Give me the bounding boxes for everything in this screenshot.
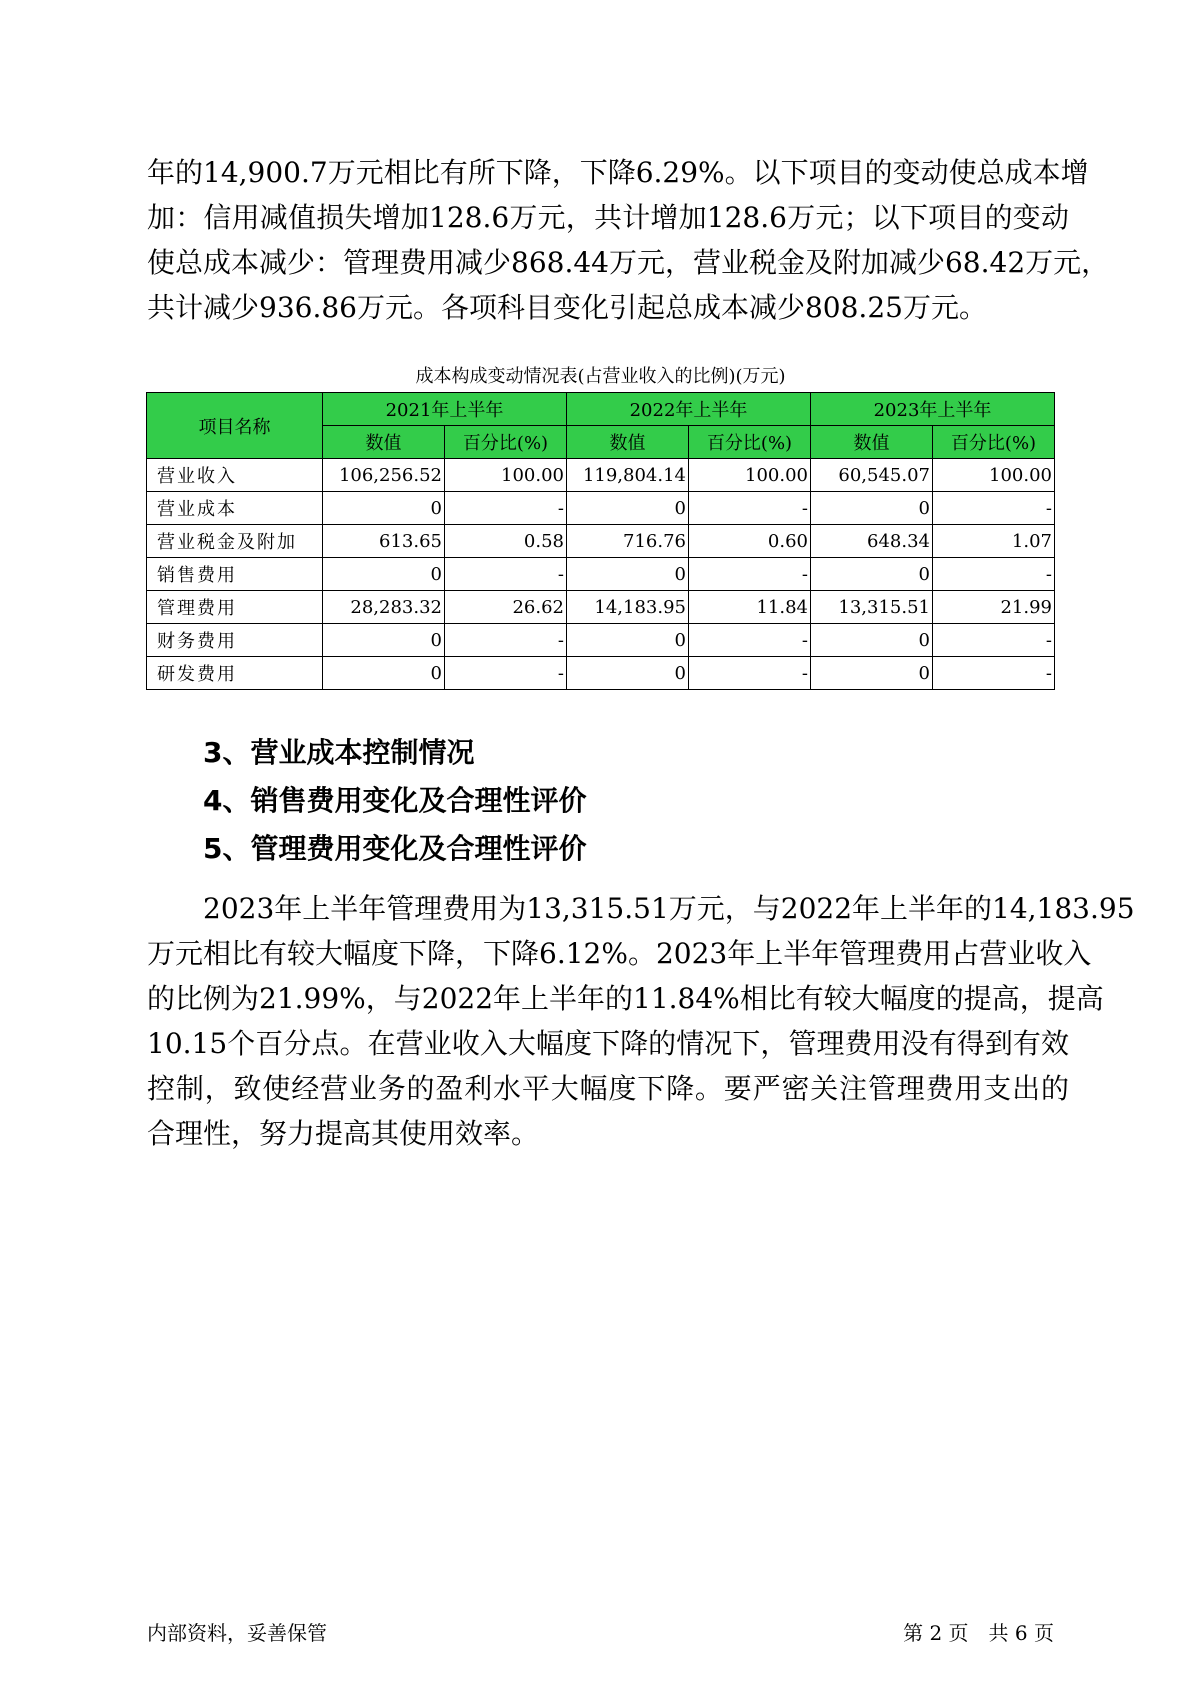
admin-expense-paragraph <box>147 886 1135 1156</box>
row-name: 管理费用 <box>147 591 323 624</box>
paragraph-line: 万元相比有较大幅度下降，下降6.12%。2023年上半年管理费用占营业收入 <box>147 937 1092 970</box>
table-row <box>147 657 1055 690</box>
cell-value: 0 <box>323 558 445 591</box>
percent-header: 百分比(%) <box>933 426 1055 459</box>
table-row <box>147 492 1055 525</box>
cell-percent: 21.99 <box>933 591 1055 624</box>
cell-percent: 0.60 <box>689 525 811 558</box>
footer-page-number: 第 2 页 共 6 页 <box>903 1621 1054 1645</box>
cell-value: 0 <box>567 558 689 591</box>
period-header-2023: 2023年上半年 <box>811 393 1055 426</box>
cell-percent: 100.00 <box>689 459 811 492</box>
cell-value: 0 <box>567 492 689 525</box>
paragraph-line: 的比例为21.99%，与2022年上半年的11.84%相比有较大幅度的提高，提高 <box>147 982 1104 1015</box>
cell-value: 106,256.52 <box>323 459 445 492</box>
cell-value: 613.65 <box>323 525 445 558</box>
paragraph-line: 加：信用减值损失增加128.6万元，共计增加128.6万元；以下项目的变动 <box>147 201 1069 234</box>
cell-value: 0 <box>323 492 445 525</box>
cost-structure-table <box>146 392 1055 690</box>
cell-percent: 0.58 <box>445 525 567 558</box>
cell-percent: - <box>689 624 811 657</box>
paragraph-line: 控制，致使经营业务的盈利水平大幅度下降。要严密关注管理费用支出的 <box>147 1072 1069 1105</box>
cell-percent: 26.62 <box>445 591 567 624</box>
item-name-header: 项目名称 <box>147 393 323 459</box>
cell-percent: 11.84 <box>689 591 811 624</box>
cell-value: 648.34 <box>811 525 933 558</box>
paragraph-line: 年的14,900.7万元相比有所下降，下降6.29%。以下项目的变动使总成本增 <box>147 156 1089 189</box>
cell-value: 716.76 <box>567 525 689 558</box>
percent-header: 百分比(%) <box>689 426 811 459</box>
percent-header: 百分比(%) <box>445 426 567 459</box>
period-header-2021: 2021年上半年 <box>323 393 567 426</box>
cost-summary-paragraph <box>147 150 1110 330</box>
cell-percent: 100.00 <box>445 459 567 492</box>
cell-value: 119,804.14 <box>567 459 689 492</box>
cell-percent: - <box>689 492 811 525</box>
table-row <box>147 558 1055 591</box>
row-name: 营业成本 <box>147 492 323 525</box>
cell-value: 0 <box>811 657 933 690</box>
section-heading-sales-expense: 4、销售费用变化及合理性评价 <box>203 784 587 817</box>
table-row <box>147 525 1055 558</box>
row-name: 营业税金及附加 <box>147 525 323 558</box>
row-name: 营业收入 <box>147 459 323 492</box>
cell-value: 0 <box>567 624 689 657</box>
cell-percent: - <box>445 558 567 591</box>
cell-value: 0 <box>811 558 933 591</box>
cell-percent: - <box>933 558 1055 591</box>
table-row <box>147 459 1055 492</box>
table-caption: 成本构成变动情况表(占营业收入的比例)(万元) <box>415 366 786 387</box>
cell-value: 0 <box>323 657 445 690</box>
cell-value: 0 <box>811 492 933 525</box>
table-row <box>147 624 1055 657</box>
cell-value: 13,315.51 <box>811 591 933 624</box>
paragraph-line: 使总成本减少：管理费用减少868.44万元，营业税金及附加减少68.42万元， <box>147 246 1110 279</box>
cell-percent: - <box>445 492 567 525</box>
cell-percent: - <box>689 657 811 690</box>
footer-confidential-note: 内部资料，妥善保管 <box>147 1621 327 1645</box>
paragraph-line: 合理性，努力提高其使用效率。 <box>147 1117 540 1150</box>
value-header: 数值 <box>811 426 933 459</box>
cell-percent: 100.00 <box>933 459 1055 492</box>
cell-percent: - <box>445 657 567 690</box>
row-name: 研发费用 <box>147 657 323 690</box>
value-header: 数值 <box>567 426 689 459</box>
cell-percent: - <box>689 558 811 591</box>
row-name: 销售费用 <box>147 558 323 591</box>
cell-value: 14,183.95 <box>567 591 689 624</box>
section-heading-cost-control: 3、营业成本控制情况 <box>203 736 475 769</box>
cell-value: 60,545.07 <box>811 459 933 492</box>
cell-value: 0 <box>323 624 445 657</box>
cell-percent: - <box>445 624 567 657</box>
cell-percent: - <box>933 624 1055 657</box>
cell-percent: - <box>933 492 1055 525</box>
section-heading-admin-expense: 5、管理费用变化及合理性评价 <box>203 832 587 865</box>
paragraph-line: 2023年上半年管理费用为13,315.51万元，与2022年上半年的14,183.95 <box>203 892 1135 925</box>
table-header-row <box>147 393 1055 426</box>
cell-value: 0 <box>567 657 689 690</box>
paragraph-line: 共计减少936.86万元。各项科目变化引起总成本减少808.25万元。 <box>147 291 987 324</box>
period-header-2022: 2022年上半年 <box>567 393 811 426</box>
cell-percent: - <box>933 657 1055 690</box>
cell-value: 0 <box>811 624 933 657</box>
value-header: 数值 <box>323 426 445 459</box>
cell-percent: 1.07 <box>933 525 1055 558</box>
cell-value: 28,283.32 <box>323 591 445 624</box>
row-name: 财务费用 <box>147 624 323 657</box>
paragraph-line: 10.15个百分点。在营业收入大幅度下降的情况下，管理费用没有得到有效 <box>147 1027 1069 1060</box>
table-row <box>147 591 1055 624</box>
